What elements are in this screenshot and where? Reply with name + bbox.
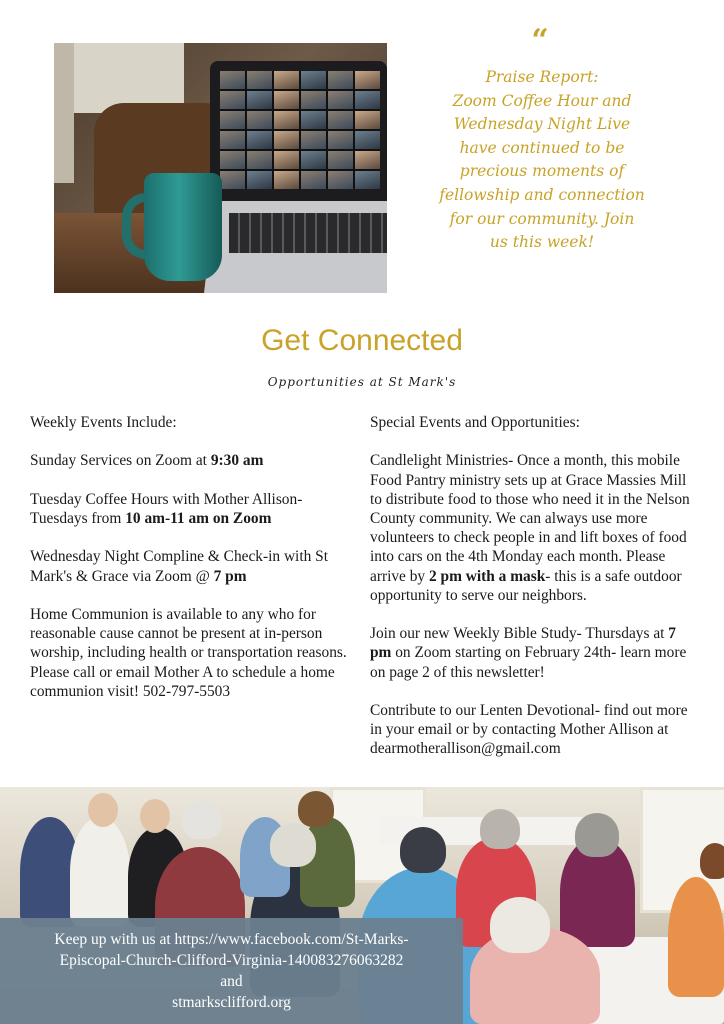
page-title: Get Connected xyxy=(261,324,463,357)
photo-person xyxy=(668,877,724,997)
coffee-mug xyxy=(144,173,222,281)
quote-line: for our community. Join xyxy=(449,209,635,228)
photo-head xyxy=(88,793,118,827)
tuesday-coffee-hours: Tuesday Coffee Hours with Mother Allison- Tuesdays from 10 am-11 am on Zoom xyxy=(30,490,303,527)
quote-line: us this week! xyxy=(489,233,595,252)
candlelight-ministries: Candlelight Ministries- Once a month, this mobile Food Pantry ministry sets up at Grace Massies Mill to distribute food to those who need it in the Nelson County community. We can always use more volunteers to check people in and lift boxes of food into cars on the 4th Monday each month. Please arrive by 2 pm with a mask- this is a safe outdoor opportunity to serve our neighbors. xyxy=(370,452,690,604)
photo-person xyxy=(70,817,130,927)
sunday-services: Sunday Services on Zoom at 9:30 am xyxy=(30,452,264,470)
quote-line: Zoom Coffee Hour and xyxy=(452,91,632,110)
photo-hair xyxy=(298,791,334,827)
home-communion: Home Communion is available to any who for reasonable cause cannot be present at in-person worship, including health or transportation reasons. Please call or email Mother A to schedule a home communion visit! 502-797-5503 xyxy=(30,605,347,700)
photo-doorframe xyxy=(54,43,74,183)
weekly-events-column xyxy=(30,413,352,720)
caption-and: and xyxy=(220,973,243,990)
photo-hair xyxy=(490,897,550,953)
photo-hair xyxy=(700,843,724,879)
lenten-devotional: Contribute to our Lenten Devotional- find out more in your email or by contacting Mother Allison at dearmotherallison@gmail.com xyxy=(370,702,688,758)
quote-line: precious moments of xyxy=(459,162,625,181)
photo-head xyxy=(140,799,170,833)
special-events-column xyxy=(370,413,700,778)
facebook-link-line[interactable]: Episcopal-Church-Clifford-Virginia-140083276063282 xyxy=(59,952,404,969)
photo-hair xyxy=(182,801,222,839)
laptop-screen xyxy=(210,61,387,201)
facebook-link-line[interactable]: Keep up with us at https://www.facebook.com/St-Marks- xyxy=(54,931,409,948)
photo-hair xyxy=(270,823,316,867)
weekly-events-title: Weekly Events Include: xyxy=(30,414,177,431)
quote-line: have continued to be xyxy=(459,138,625,157)
special-events-title: Special Events and Opportunities: xyxy=(370,414,580,431)
quote-line: Praise Report: xyxy=(485,68,599,86)
photo-hair xyxy=(400,827,446,873)
wednesday-compline: Wednesday Night Compline & Check-in with St Mark's & Grace via Zoom @ 7 pm xyxy=(30,548,328,585)
photo-hair xyxy=(480,809,520,849)
zoom-video-grid xyxy=(220,71,380,189)
social-links-caption xyxy=(0,929,463,1013)
praise-report-quote xyxy=(422,66,662,255)
quote-line: fellowship and connection xyxy=(439,185,645,204)
quote-mark-icon: “ xyxy=(531,23,549,58)
laptop-keyboard xyxy=(229,213,387,253)
photo-hair xyxy=(575,813,619,857)
website-link[interactable]: stmarksclifford.org xyxy=(172,994,291,1011)
bible-study: Join our new Weekly Bible Study- Thursdays at 7 pm on Zoom starting on February 24th- learn more on page 2 of this newsletter! xyxy=(370,625,687,681)
page-subtitle: Opportunities at St Mark's xyxy=(267,375,457,389)
zoom-coffee-photo xyxy=(54,43,387,293)
quote-line: Wednesday Night Live xyxy=(453,115,631,134)
